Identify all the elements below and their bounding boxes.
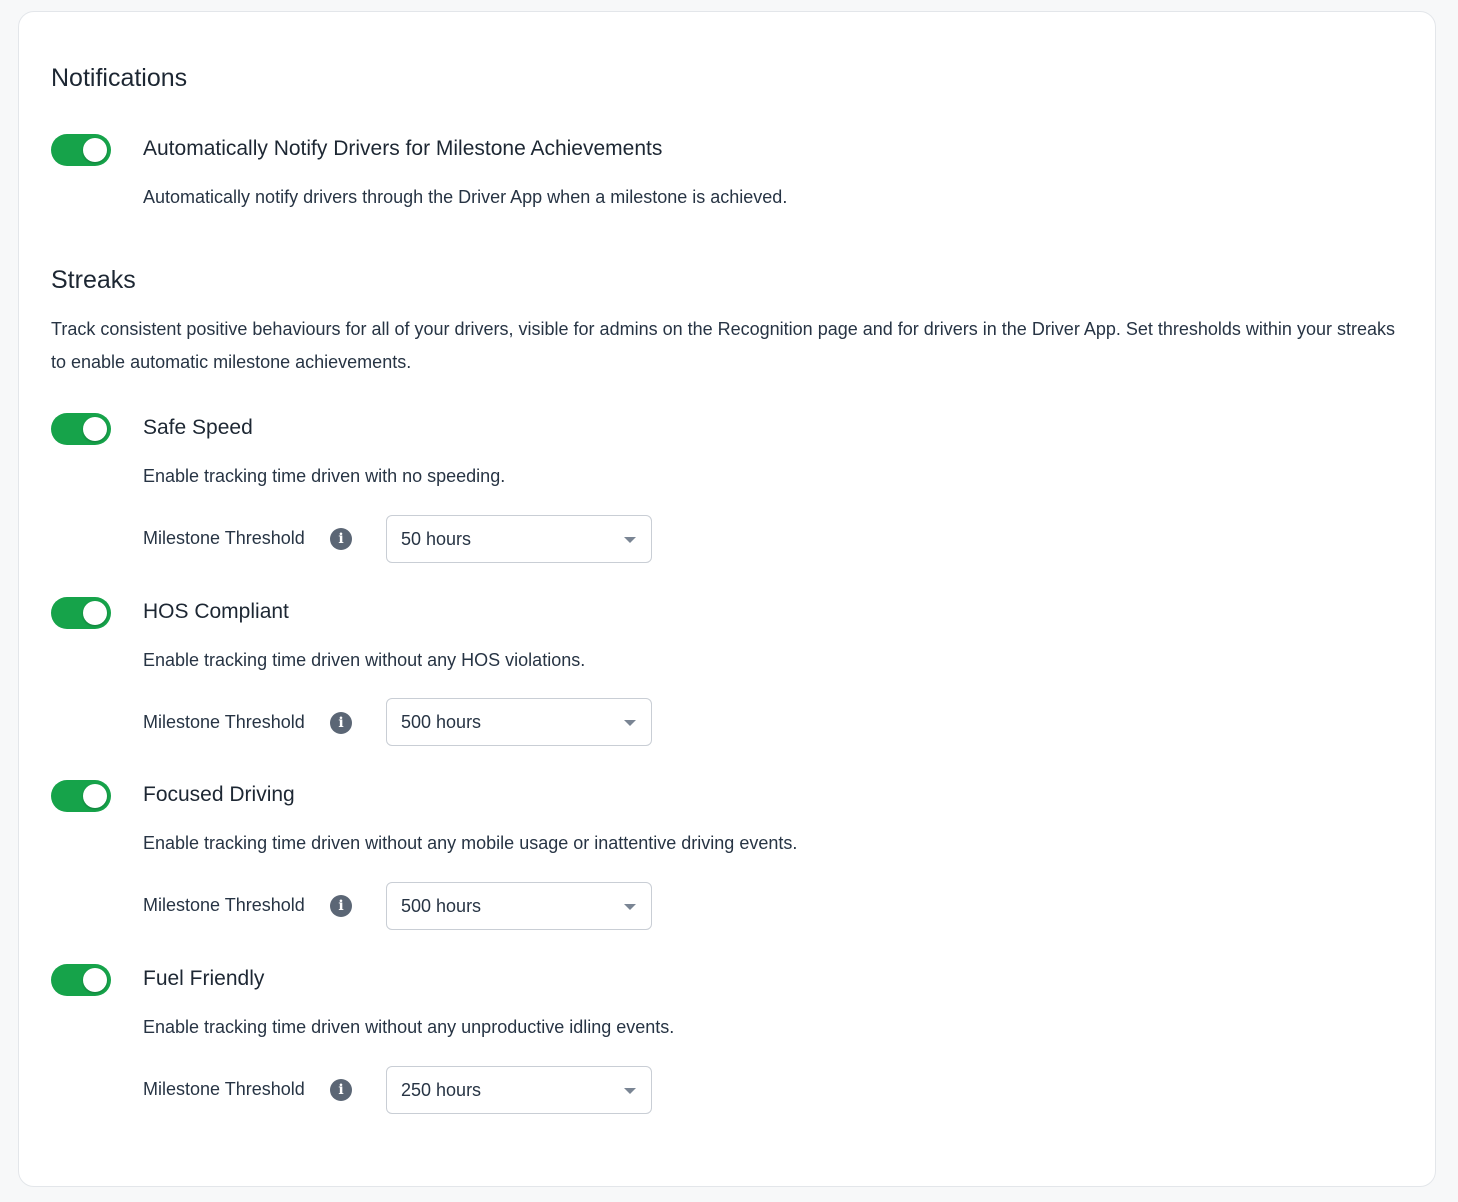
select-value: 500 hours bbox=[401, 896, 482, 916]
toggle-knob bbox=[83, 601, 107, 625]
info-icon[interactable]: i bbox=[330, 528, 352, 550]
fuel-friendly-toggle[interactable] bbox=[51, 964, 111, 996]
focused-driving-toggle[interactable] bbox=[51, 780, 111, 812]
info-icon[interactable]: i bbox=[330, 712, 352, 734]
safe-speed-description: Enable tracking time driven with no speeding. bbox=[143, 466, 506, 486]
hos-compliant-toggle[interactable] bbox=[51, 597, 111, 629]
auto-notify-description: Automatically notify drivers through the Driver App when a milestone is achieved. bbox=[143, 187, 788, 207]
streaks-heading: Streaks bbox=[51, 266, 136, 294]
select-value: 50 hours bbox=[401, 529, 472, 549]
focused-driving-title: Focused Driving bbox=[143, 783, 295, 806]
auto-notify-toggle[interactable] bbox=[51, 134, 111, 166]
chevron-down-icon bbox=[624, 904, 636, 910]
streaks-description: Track consistent positive behaviours for all of your drivers, visible for admins on the Recognition page and for drivers in the Driver App. Set thresholds within your streaks to enable automatic milestone achievements. bbox=[51, 319, 1395, 372]
chevron-down-icon bbox=[624, 720, 636, 726]
select-value: 500 hours bbox=[401, 712, 482, 732]
toggle-knob bbox=[83, 784, 107, 808]
safe-speed-title: Safe Speed bbox=[143, 416, 253, 439]
info-icon[interactable]: i bbox=[330, 895, 352, 917]
toggle-knob bbox=[83, 968, 107, 992]
chevron-down-icon bbox=[624, 1088, 636, 1094]
hos-compliant-threshold-select[interactable] bbox=[386, 698, 652, 746]
settings-card bbox=[18, 11, 1436, 1187]
focused-driving-threshold-select[interactable] bbox=[386, 882, 652, 930]
hos-compliant-threshold-label: Milestone Threshold bbox=[143, 712, 305, 732]
info-icon[interactable]: i bbox=[330, 1079, 352, 1101]
toggle-knob bbox=[83, 417, 107, 441]
safe-speed-threshold-label: Milestone Threshold bbox=[143, 528, 305, 548]
fuel-friendly-threshold-label: Milestone Threshold bbox=[143, 1079, 305, 1099]
notifications-heading: Notifications bbox=[51, 64, 188, 92]
focused-driving-description: Enable tracking time driven without any mobile usage or inattentive driving events. bbox=[143, 833, 798, 853]
select-value: 250 hours bbox=[401, 1080, 482, 1100]
toggle-knob bbox=[83, 138, 107, 162]
fuel-friendly-threshold-select[interactable] bbox=[386, 1066, 652, 1114]
chevron-down-icon bbox=[624, 537, 636, 543]
safe-speed-threshold-select[interactable] bbox=[386, 515, 652, 563]
hos-compliant-description: Enable tracking time driven without any HOS violations. bbox=[143, 650, 586, 670]
fuel-friendly-title: Fuel Friendly bbox=[143, 967, 265, 990]
auto-notify-title: Automatically Notify Drivers for Milestone Achievements bbox=[143, 137, 663, 160]
hos-compliant-title: HOS Compliant bbox=[143, 600, 289, 623]
focused-driving-threshold-label: Milestone Threshold bbox=[143, 895, 305, 915]
safe-speed-toggle[interactable] bbox=[51, 413, 111, 445]
fuel-friendly-description: Enable tracking time driven without any unproductive idling events. bbox=[143, 1017, 675, 1037]
